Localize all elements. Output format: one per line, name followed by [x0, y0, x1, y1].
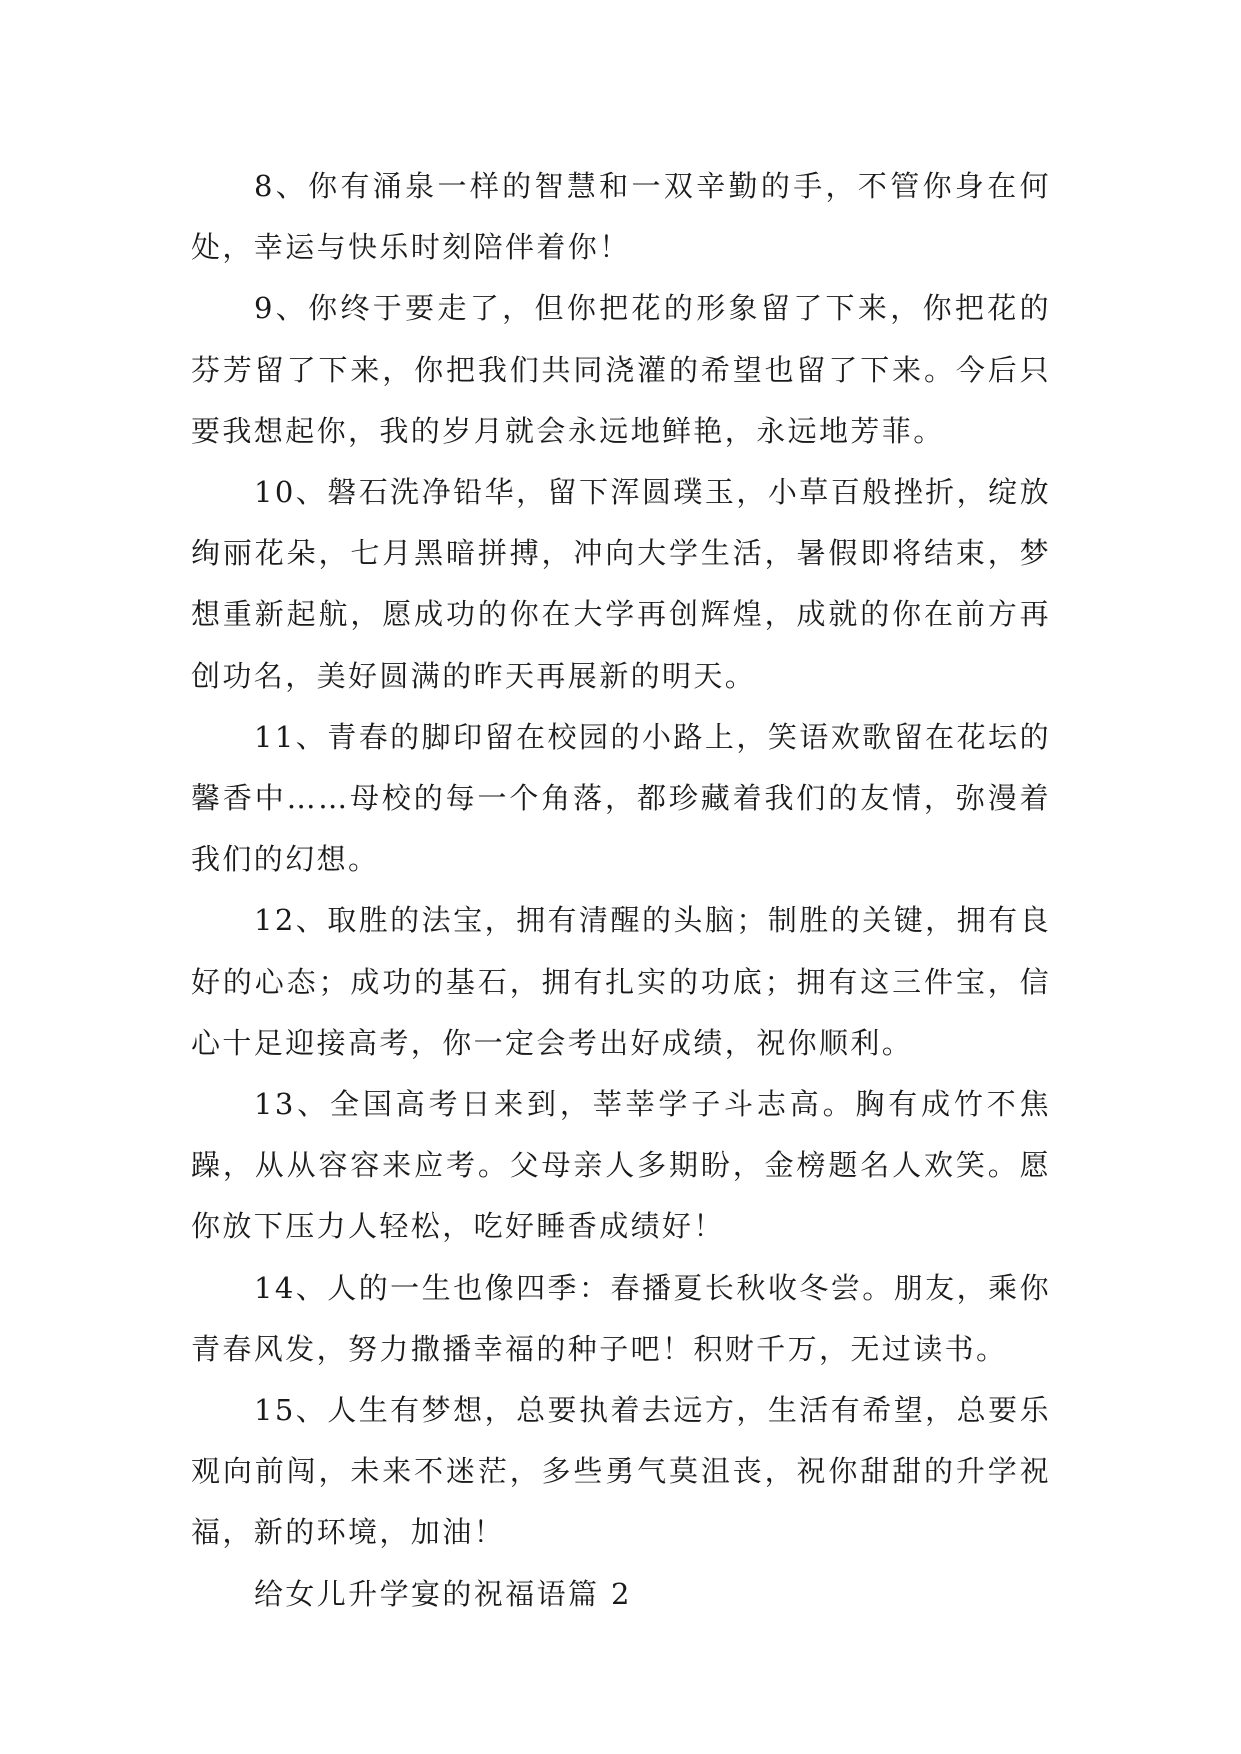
paragraph-8: 8、你有涌泉一样的智慧和一双辛勤的手，不管你身在何处，幸运与快乐时刻陪伴着你！ [191, 169, 1051, 265]
paragraph-10: 10、磐石洗净铅华，留下浑圆璞玉，小草百般挫折，绽放绚丽花朵，七月黑暗拼搏，冲向大学生活，暑假即将结束，梦想重新起航，愿成功的你在大学再创辉煌，成就的你在前方再创功名，美好圆满的昨天再展新的明天。 [191, 475, 1051, 693]
document-body [191, 156, 1051, 1625]
paragraph-15: 15、人生有梦想，总要执着去远方，生活有希望，总要乐观向前闯，未来不迷茫，多些勇气莫沮丧，祝你甜甜的升学祝福，新的环境，加油！ [191, 1393, 1051, 1550]
paragraph-12: 12、取胜的法宝，拥有清醒的头脑；制胜的关键，拥有良好的心态；成功的基石，拥有扎实的功底；拥有这三件宝，信心十足迎接高考，你一定会考出好成绩，祝你顺利。 [191, 903, 1051, 1060]
section-heading: 给女儿升学宴的祝福语篇 2 [254, 1576, 632, 1611]
paragraph-9: 9、你终于要走了，但你把花的形象留了下来，你把花的芬芳留了下来，你把我们共同浇灌的希望也留了下来。今后只要我想起你，我的岁月就会永远地鲜艳，永远地芳菲。 [191, 291, 1051, 448]
paragraph-13: 13、全国高考日来到，莘莘学子斗志高。胸有成竹不焦躁，从从容容来应考。父母亲人多期盼，金榜题名人欢笑。愿你放下压力人轻松，吃好睡香成绩好！ [191, 1087, 1051, 1244]
paragraph-11: 11、青春的脚印留在校园的小路上，笑语欢歌留在花坛的馨香中……母校的每一个角落，都珍藏着我们的友情，弥漫着我们的幻想。 [191, 719, 1051, 877]
paragraph-14: 14、人的一生也像四季：春播夏长秋收冬尝。朋友，乘你青春风发，努力撒播幸福的种子吧！积财千万，无过读书。 [191, 1270, 1051, 1366]
